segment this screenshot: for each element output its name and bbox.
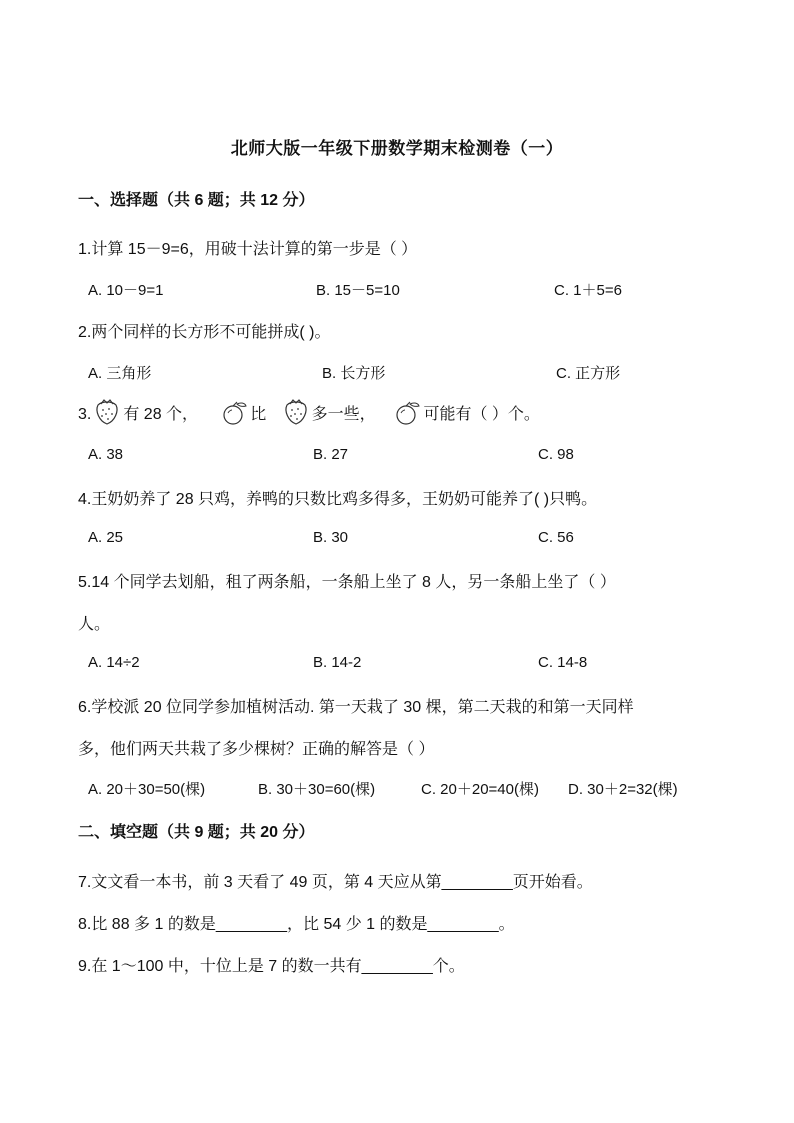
apple-icon: [222, 401, 248, 430]
q4-option-c: C. 56: [538, 529, 574, 546]
question-5-line-1: 5.14 个同学去划船，租了两条船，一条船上坐了 8 人，另一条船上坐了（ ）: [78, 574, 616, 591]
question-4: 4.王奶奶养了 28 只鸡，养鸭的只数比鸡多得多，王奶奶可能养了( )只鸭。: [78, 491, 598, 508]
question-2: 2.两个同样的长方形不可能拼成( )。: [78, 324, 331, 341]
question-8: 8.比 88 多 1 的数是________，比 54 少 1 的数是________。: [78, 916, 515, 933]
question-7: 7.文文看一本书，前 3 天看了 49 页，第 4 天应从第________页开始看。: [78, 874, 593, 891]
q2-option-c: C. 正方形: [556, 365, 621, 382]
q3-option-b: B. 27: [313, 446, 349, 463]
strawberry-icon: [282, 399, 310, 430]
q3-text-2: 比: [250, 406, 267, 423]
q5-option-c: C. 14-8: [538, 654, 588, 671]
q1-option-a: A. 10－9=1: [88, 282, 164, 299]
q3-text-4: 可能有（ ）个。: [423, 406, 540, 423]
q3-option-a: A. 38: [88, 446, 124, 463]
page-title: 北师大版一年级下册数学期末检测卷（一）: [230, 139, 564, 158]
q6-option-c: C. 20＋20=40(棵): [421, 781, 539, 798]
q4-option-b: B. 30: [313, 529, 349, 546]
strawberry-icon: [93, 399, 121, 430]
q3-text-1: 有 28 个，: [123, 406, 199, 423]
question-5-line-2: 人。: [78, 616, 111, 633]
section-fill-heading: 二、填空题（共 9 题；共 20 分）: [78, 824, 315, 841]
q2-option-b: B. 长方形: [322, 365, 386, 382]
q1-option-c: C. 1＋5=6: [554, 282, 622, 299]
question-9: 9.在 1～100 中，十位上是 7 的数一共有________个。: [78, 958, 465, 975]
q6-option-a: A. 20＋30=50(棵): [88, 781, 206, 798]
question-3: [78, 399, 540, 430]
q5-option-b: B. 14-2: [313, 654, 362, 671]
q3-text-3: 多一些，: [311, 406, 376, 423]
q2-option-a: A. 三角形: [88, 365, 152, 382]
question-1: 1.计算 15－9=6，用破十法计算的第一步是（ ）: [78, 241, 418, 258]
q5-option-a: A. 14÷2: [88, 654, 140, 671]
q3-option-c: C. 98: [538, 446, 574, 463]
q6-option-d: D. 30＋2=32(棵): [568, 781, 678, 798]
q6-option-b: B. 30＋30=60(棵): [258, 781, 376, 798]
q3-number: 3.: [78, 406, 92, 423]
apple-icon: [395, 401, 421, 430]
q4-option-a: A. 25: [88, 529, 124, 546]
q1-option-b: B. 15－5=10: [316, 282, 400, 299]
section-choice-heading: 一、选择题（共 6 题；共 12 分）: [78, 192, 315, 209]
question-6-line-2: 多，他们两天共栽了多少棵树？正确的解答是（ ）: [78, 741, 435, 758]
question-6-line-1: 6.学校派 20 位同学参加植树活动. 第一天栽了 30 棵，第二天栽的和第一天同样: [78, 699, 634, 716]
